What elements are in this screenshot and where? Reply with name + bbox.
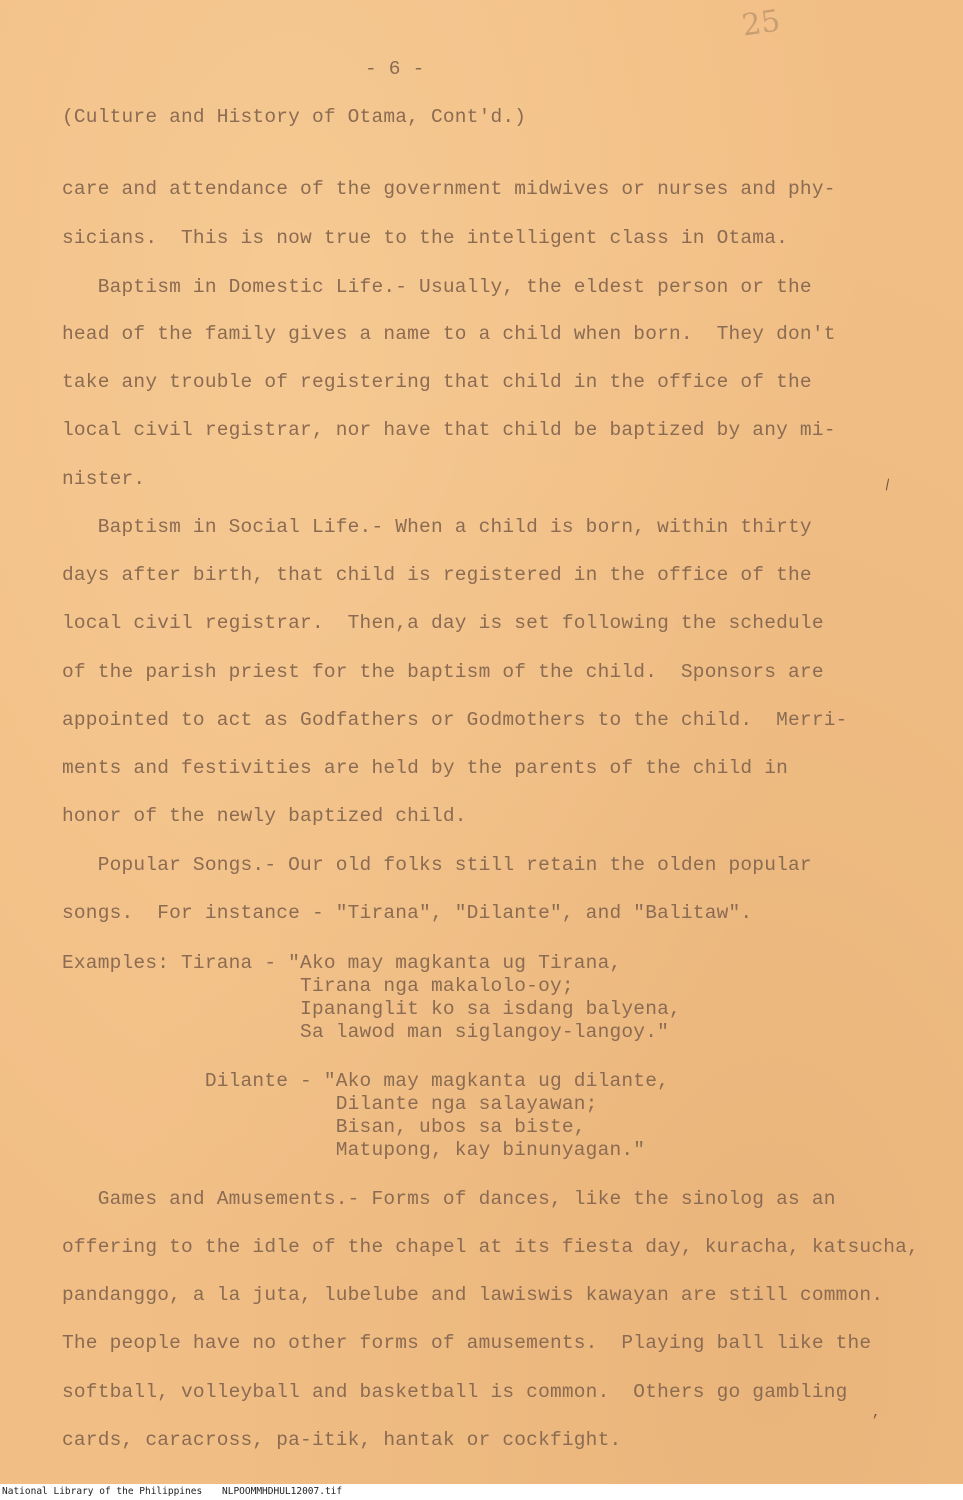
song-line: Dilante - "Ako may magkanta ug dilante,	[62, 1070, 669, 1092]
song-line: Bisan, ubos sa biste,	[62, 1116, 586, 1138]
text-line: offering to the idle of the chapel at its fiesta day, kuracha, katsucha,	[62, 1236, 919, 1258]
song-line: Tirana nga makalolo-oy;	[62, 975, 574, 997]
text-line: Baptism in Social Life.- When a child is born, within thirty	[62, 516, 812, 538]
footer-filename: NLPOOMMHDHUL12007.tif	[222, 1486, 343, 1497]
song-line: Dilante nga salayawan;	[62, 1093, 598, 1115]
pen-mark: ,	[872, 1405, 881, 1421]
text-line: songs. For instance - "Tirana", "Dilante", and "Balitaw".	[62, 902, 753, 924]
song-line: Matupong, kay binunyagan."	[62, 1139, 646, 1161]
text-line: pandanggo, a la juta, lubelube and lawiswis kawayan are still common.	[62, 1284, 884, 1306]
text-line: honor of the newly baptized child.	[62, 805, 467, 827]
song-line: Ipananglit ko sa isdang balyena,	[62, 998, 681, 1020]
text-line: cards, caracross, pa-itik, hantak or cockfight.	[62, 1429, 622, 1451]
text-line: appointed to act as Godfathers or Godmothers to the child. Merri-	[62, 709, 848, 731]
text-line: of the parish priest for the baptism of the child. Sponsors are	[62, 661, 824, 683]
text-line: days after birth, that child is registered in the office of the	[62, 564, 812, 586]
footer-library: National Library of the Philippines	[2, 1486, 203, 1497]
text-line: ments and festivities are held by the parents of the child in	[62, 757, 789, 779]
text-line: local civil registrar, nor have that child be baptized by any mi-	[62, 419, 836, 441]
page-number: - 6 -	[365, 58, 425, 80]
text-line: sicians. This is now true to the intelligent class in Otama.	[62, 227, 789, 249]
text-line: care and attendance of the government midwives or nurses and phy-	[62, 178, 836, 200]
text-line: take any trouble of registering that child in the office of the	[62, 371, 812, 393]
document-heading: (Culture and History of Otama, Cont'd.)	[62, 106, 527, 128]
text-line: Baptism in Domestic Life.- Usually, the eldest person or the	[62, 276, 812, 298]
text-line: local civil registrar. Then,a day is set following the schedule	[62, 612, 824, 634]
text-line: softball, volleyball and basketball is common. Others go gambling	[62, 1381, 848, 1403]
pen-mark: \	[877, 477, 895, 495]
text-line: The people have no other forms of amusements. Playing ball like the	[62, 1332, 872, 1354]
text-line: nister.	[62, 468, 146, 490]
scan-footer	[0, 1484, 963, 1500]
text-line: Games and Amusements.- Forms of dances, like the sinolog as an	[62, 1188, 836, 1210]
handwritten-page-number: 25	[739, 3, 783, 44]
text-line: head of the family gives a name to a child when born. They don't	[62, 323, 836, 345]
text-line: Popular Songs.- Our old folks still retain the olden popular	[62, 854, 812, 876]
song-line: Sa lawod man siglangoy-langoy."	[62, 1021, 669, 1043]
song-line: Examples: Tirana - "Ako may magkanta ug Tirana,	[62, 952, 622, 974]
